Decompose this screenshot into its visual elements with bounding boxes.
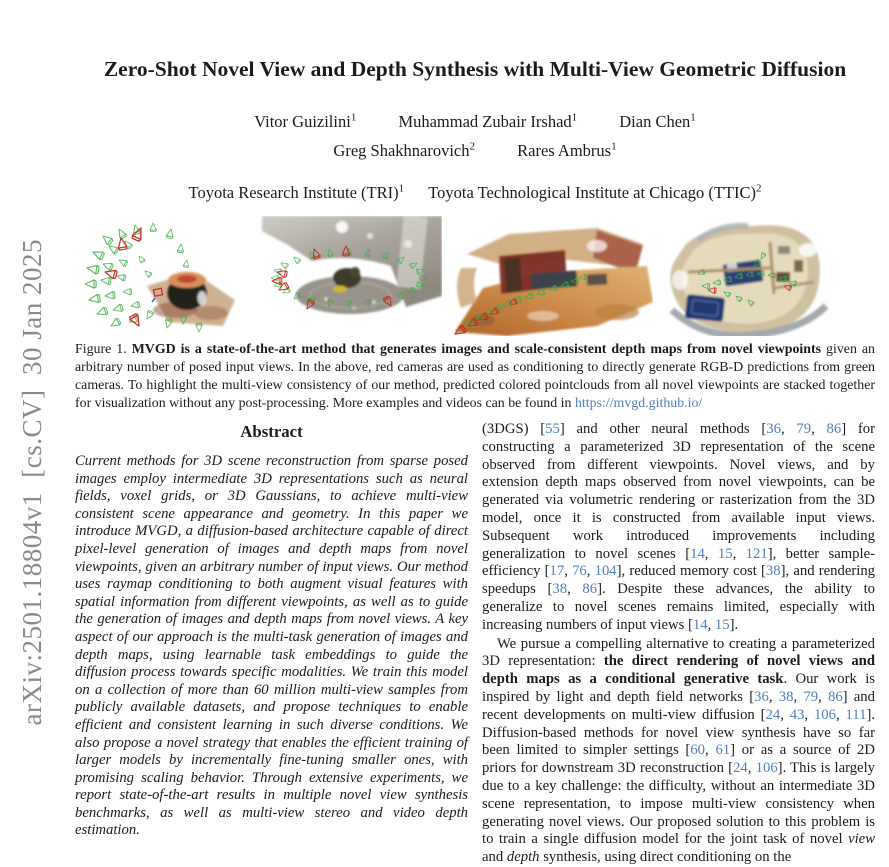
text-run: and bbox=[482, 849, 507, 866]
author bbox=[333, 140, 475, 162]
abstract-text: Current methods for 3D scene reconstruction from sparse posed images employ intermediate 3D representations such as neural fields, voxel grids, or 3D Gaussians, to achieve multi-view consistent scene appearance and geometry. In this paper we introduce MVGD, a diffusion-based architecture capable of direct pixel-level generation of images and depth maps from novel viewpoints, given an arbitrary number of input views. Our method uses raymap conditioning to both augment visual features with spatial information from different viewpoints, as well as to guide the generation of images and depth maps from novel views. A key aspect of our approach is the multi-task generation of images and depth maps, using learnable task embeddings to guide the diffusion process towards specific modalities. We train this model on a collection of more than 60 million multi-view samples from publicly available datasets, and propose techniques to enable efficient and consistent learning in such diverse conditions. We also propose a novel strategy that enables the efficient training of larger models by incrementally fine-tuning smaller ones, with promising scaling behavior. Through extensive experiments, we report state-of-the-art results in multiple novel view synthesis benchmarks, as well as multi-view stereo and video depth estimation. bbox=[75, 453, 468, 839]
paper-title: Zero-Shot Novel View and Depth Synthesis with Multi-View Geometric Diffusion bbox=[103, 57, 847, 81]
author bbox=[517, 140, 616, 162]
citation-ref[interactable]: 24 bbox=[733, 760, 748, 777]
arxiv-stamp bbox=[4, 192, 60, 772]
authors-row-2 bbox=[75, 140, 875, 162]
text-run: ]. Despite these advances, the ability to generalize to novel scenes remains limited, especially with increasing numbers of input views [ bbox=[482, 581, 875, 633]
text-run: , bbox=[804, 706, 814, 723]
citation-ref[interactable]: 14 bbox=[692, 616, 708, 633]
author-name: Greg Shakhnarovich bbox=[333, 141, 470, 160]
affiliation-name: Toyota Technological Institute at Chicago (TTIC) bbox=[428, 183, 756, 202]
citation-ref[interactable]: 14 bbox=[690, 545, 705, 562]
text-run: , bbox=[705, 742, 716, 759]
affiliation bbox=[189, 183, 405, 203]
figure1-panel-room-interior bbox=[447, 216, 653, 336]
text-run: ] and recent developments on multi-view diffusion [ bbox=[482, 688, 875, 723]
figure1-panel-apartment-overview bbox=[658, 216, 875, 336]
text-run: , bbox=[567, 581, 583, 598]
two-column-body bbox=[75, 421, 875, 867]
figure1-panel-turntable-scan bbox=[250, 216, 442, 336]
text-run: , bbox=[818, 688, 828, 705]
figure1-panel-object-scan bbox=[75, 216, 245, 336]
figure-caption bbox=[75, 341, 875, 413]
text-run: , bbox=[768, 688, 779, 705]
text-run: ], reduced memory cost [ bbox=[616, 563, 766, 580]
right-column bbox=[482, 421, 875, 867]
text-run: Figure 1. bbox=[75, 342, 132, 357]
citation-ref[interactable]: 17 bbox=[549, 563, 565, 580]
citation-ref[interactable]: 76 bbox=[572, 563, 587, 580]
author-name: Vitor Guizilini bbox=[254, 112, 351, 131]
citation-ref[interactable]: 55 bbox=[545, 421, 560, 437]
text-run: , bbox=[586, 563, 595, 580]
teaser-figure bbox=[75, 216, 875, 336]
text-run: , bbox=[780, 421, 797, 437]
affiliation-name: Toyota Research Institute (TRI) bbox=[188, 183, 399, 202]
citation-ref[interactable]: 106 bbox=[813, 706, 836, 723]
text-run: , bbox=[835, 706, 846, 723]
text-run: , bbox=[747, 760, 756, 777]
citation-ref[interactable]: 106 bbox=[755, 760, 778, 777]
text-run: ] or as a source of 2D priors for downstream 3D reconstruction [ bbox=[482, 742, 875, 777]
citation-ref[interactable]: 15 bbox=[714, 616, 730, 633]
left-column bbox=[75, 421, 468, 867]
author-affil-mark: 1 bbox=[690, 111, 696, 124]
author-affil-mark: 1 bbox=[611, 140, 617, 153]
text-run: , bbox=[704, 545, 718, 562]
text-run: synthesis, using direct conditioning on the bbox=[539, 849, 792, 866]
intro-paragraph-2 bbox=[482, 636, 875, 867]
text-run: , bbox=[732, 545, 746, 562]
author-name: Muhammad Zubair Irshad bbox=[398, 112, 572, 131]
citation-ref[interactable]: 38 bbox=[552, 581, 568, 598]
italic-text: view bbox=[848, 831, 875, 848]
text-run: , bbox=[707, 616, 715, 633]
author-name: Rares Ambrus bbox=[517, 141, 612, 160]
citation-ref[interactable]: 111 bbox=[845, 706, 867, 723]
citation-ref[interactable]: 43 bbox=[789, 706, 805, 723]
citation-ref[interactable]: 38 bbox=[765, 563, 781, 580]
bold-text: MVGD is a state-of-the-art method that generates images and scale-consistent depth maps from novel viewpoints bbox=[131, 342, 822, 357]
citation-ref[interactable]: 86 bbox=[582, 581, 598, 598]
text-run: , bbox=[811, 421, 827, 437]
citation-ref[interactable]: 86 bbox=[827, 688, 843, 705]
author-affil-mark: 2 bbox=[469, 140, 475, 153]
citation-ref[interactable]: 79 bbox=[803, 688, 819, 705]
citation-ref[interactable]: 60 bbox=[690, 742, 706, 759]
citation-ref[interactable]: 38 bbox=[778, 688, 794, 705]
text-run: , bbox=[793, 688, 804, 705]
text-run: . Our work is inspired by light and depth field networks [ bbox=[482, 671, 876, 705]
citation-ref[interactable]: 61 bbox=[715, 742, 731, 759]
author-affil-mark: 1 bbox=[350, 111, 357, 124]
citation-ref[interactable]: 24 bbox=[765, 706, 781, 723]
project-url-link[interactable]: https://mvgd.github.io/ bbox=[574, 396, 703, 411]
citation-ref[interactable]: 86 bbox=[826, 421, 842, 437]
text-run: , bbox=[780, 706, 790, 723]
text-run: ] for constructing a parameterized 3D representation of the scene observed from different viewpoints. Novel views, and by extension depth maps observed from novel viewpoints, can be generated via volumetric rendering or rasterization from the 3D model, once it is constructed from available input views. Subsequent work introduced improvements including generalization to novel scenes [ bbox=[482, 421, 876, 562]
citation-ref[interactable]: 15 bbox=[717, 545, 733, 562]
paper-page bbox=[75, 0, 875, 867]
italic-text: depth bbox=[506, 849, 540, 866]
text-run: We pursue a compelling alternative to creating a parameterized 3D representation: bbox=[482, 635, 875, 670]
arxiv-stamp-text: arXiv:2501.18804v1 [cs.CV] 30 Jan 2025 bbox=[16, 238, 47, 726]
citation-ref[interactable]: 36 bbox=[766, 421, 781, 437]
text-run: (3DGS) [ bbox=[482, 421, 546, 437]
affiliation-mark: 2 bbox=[755, 182, 762, 195]
author-name: Dian Chen bbox=[619, 112, 691, 131]
author-affil-mark: 1 bbox=[571, 111, 578, 124]
text-run: given an arbitrary number of posed input views. In the above, red cameras are used as conditioning to directly generate RGB-D predictions from green cameras. To highlight the multi-view consistency of our method, predicted colored pointclouds from all novel viewpoints are stacked together for visualization without any post-processing. More examples and videos can be found in bbox=[75, 342, 875, 411]
text-run: ]. bbox=[729, 616, 739, 633]
citation-ref[interactable]: 36 bbox=[754, 688, 769, 705]
affiliation bbox=[428, 183, 761, 203]
intro-paragraph-1 bbox=[482, 421, 875, 635]
text-run: ]. This is largely due to a key challenge: the difficulty, without an intermediate 3D scene representation, to impose multi-view consistency when generating novel views. Our proposed solution to this problem is to train a single diffusion model for the joint task of novel bbox=[482, 760, 876, 848]
citation-ref[interactable]: 104 bbox=[594, 563, 617, 580]
text-run: ]. Diffusion-based methods for novel view synthesis have so far been limited to simpler settings [ bbox=[482, 706, 876, 759]
text-run: , bbox=[564, 563, 573, 580]
text-run: ], and rendering speedups [ bbox=[482, 563, 876, 598]
author bbox=[398, 111, 577, 133]
text-run: ] and other neural methods [ bbox=[559, 421, 767, 437]
authors-row-1 bbox=[75, 111, 875, 133]
text-run: ], better sample-efficiency [ bbox=[482, 545, 876, 580]
citation-ref[interactable]: 79 bbox=[796, 421, 812, 437]
abstract-heading: Abstract bbox=[240, 422, 303, 441]
affiliation-mark: 1 bbox=[398, 182, 405, 195]
citation-ref[interactable]: 121 bbox=[745, 545, 768, 562]
bold-text: the direct rendering of novel views and depth maps as a conditional generative task bbox=[482, 653, 875, 688]
affiliations-row bbox=[75, 183, 875, 203]
author bbox=[619, 111, 696, 133]
author bbox=[254, 111, 356, 133]
